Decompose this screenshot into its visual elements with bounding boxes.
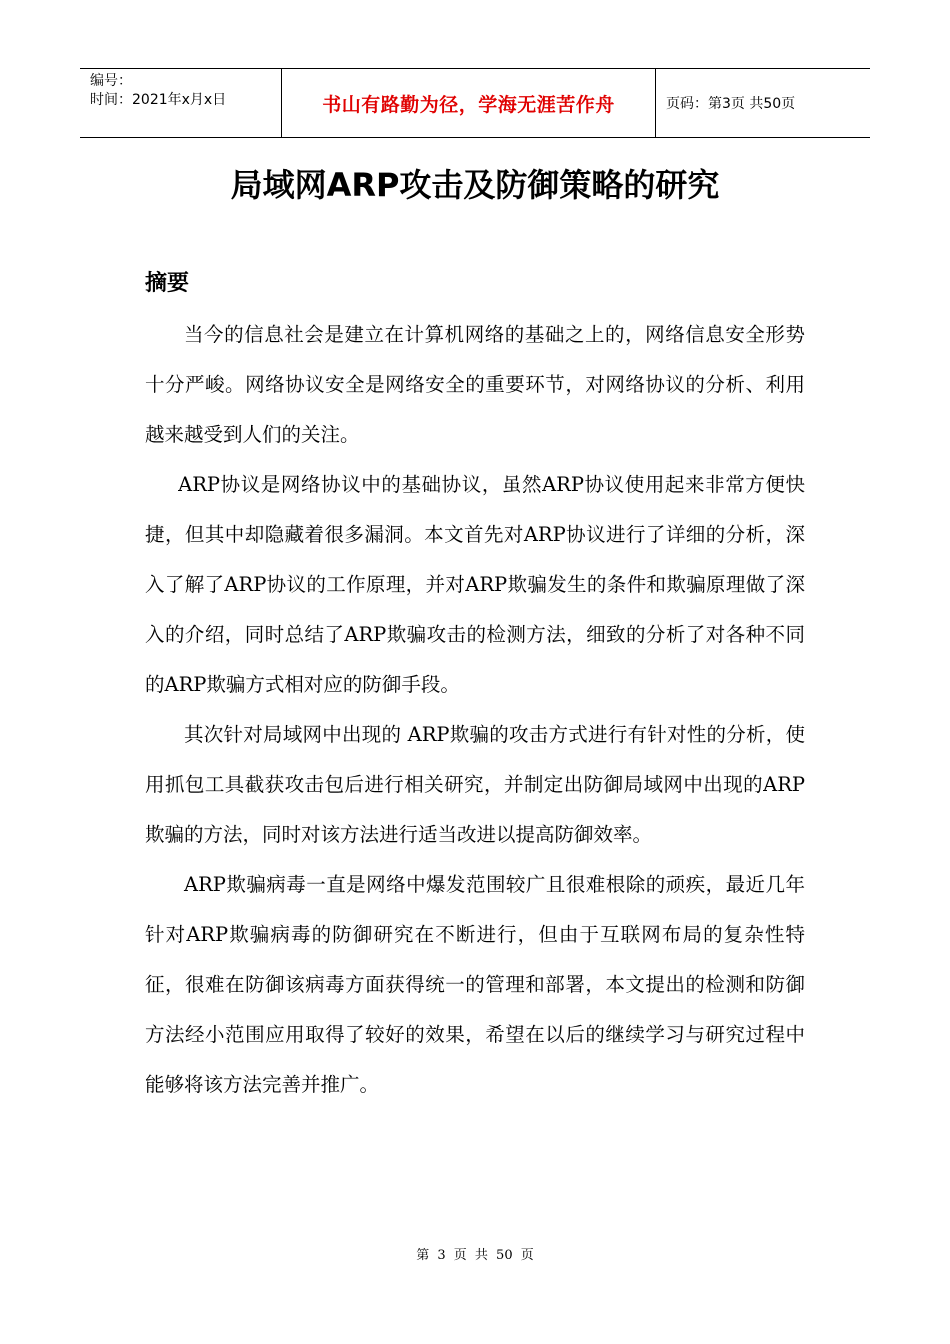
header-page-cell	[656, 69, 870, 137]
header-motto-cell	[282, 69, 656, 137]
document-title: 局域网ARP攻击及防御策略的研究	[230, 166, 720, 204]
document-number-label: 编号：	[90, 73, 132, 89]
abstract-paragraph-1: 当今的信息社会是建立在计算机网络的基础之上的，网络信息安全形势十分严峻。网络协议安全是网络安全的重要环节，对网络协议的分析、利用越来越受到人们的关注。	[145, 323, 805, 446]
header-page-info: 页码：第3页 共50页	[666, 96, 796, 112]
page-header	[80, 68, 870, 138]
abstract-paragraph-4: ARP欺骗病毒一直是网络中爆发范围较广且很难根除的顽疾，最近几年针对ARP欺骗病毒的防御研究在不断进行，但由于互联网布局的复杂性特征，很难在防御该病毒方面获得统一的管理和部署，本文提出的检测和防御方法经小范围应用取得了较好的效果，希望在以后的继续学习与研究过程中能够将该方法完善并推广。	[145, 873, 805, 1096]
abstract-paragraph-2: ARP协议是网络协议中的基础协议，虽然ARP协议使用起来非常方便快捷，但其中却隐藏着很多漏洞。本文首先对ARP协议进行了详细的分析，深入了解了ARP协议的工作原理，并对ARP欺骗发生的条件和欺骗原理做了深入的介绍，同时总结了ARP欺骗攻击的检测方法，细致的分析了对各种不同的ARP欺骗方式相对应的防御手段。	[145, 473, 805, 696]
page-footer: 第 3 页 共 50 页	[416, 1248, 534, 1263]
header-meta-cell	[80, 69, 282, 137]
abstract-body	[145, 310, 805, 1110]
abstract-heading: 摘要	[145, 271, 190, 296]
abstract-paragraph-3: 其次针对局域网中出现的 ARP欺骗的攻击方式进行有针对性的分析，使用抓包工具截获攻击包后进行相关研究，并制定出防御局域网中出现的ARP欺骗的方法，同时对该方法进行适当改进以提高防御效率。	[145, 723, 805, 846]
header-motto: 书山有路勤为径，学海无涯苦作舟	[322, 93, 615, 116]
document-date: 时间：2021年x月x日	[90, 92, 227, 108]
